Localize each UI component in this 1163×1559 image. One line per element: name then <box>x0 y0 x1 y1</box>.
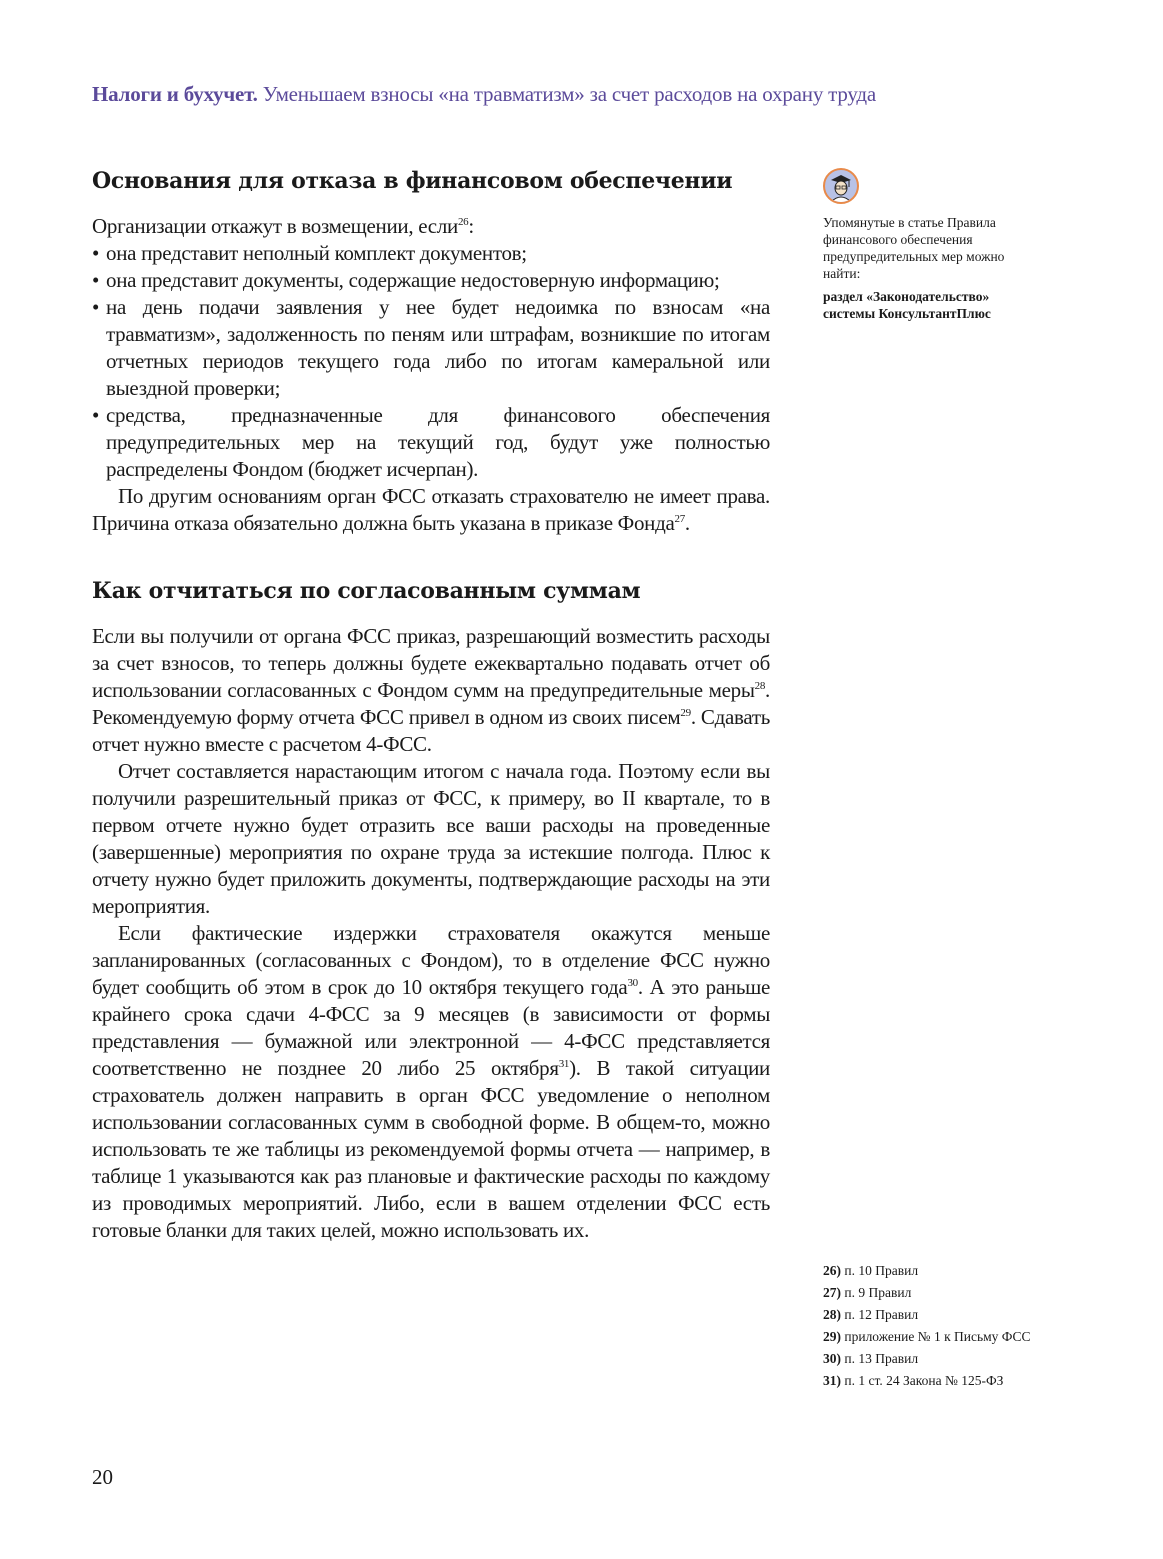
main-column <box>92 168 770 1244</box>
section-heading-refusal: Основания для отказа в финансовом обеспечении <box>92 168 733 194</box>
paragraph: Если фактические издержки страхователя окажутся меньше запланированных (согласованных с Фондом), то в отделение ФСС нужно будет сообщить об этом в срок до 10 октября текущего года$^{30}$. А это раньше крайнего срока сдачи 4-ФСС за 9 месяцев (в зависимости от формы представления — бумажной или электронной — 4-ФСС представляется соответственно не позднее 20 либо 25 октября$^{31}$). В такой ситуации страхователь должен направить в орган ФСС уведомление о неполном использовании согласованных сумм в свободной форме. В общем-то, можно использовать те же таблицы из рекомендуемой формы отчета — например, в таблице 1 указываются как раз плановые и фактические расходы по каждому из проводимых мероприятий. Либо, если в вашем отделении ФСС есть готовые бланки для таких целей, можно использовать их. <box>92 921 770 1242</box>
sidebar-note-source: раздел «Законодательство» системы КонсультантПлюс <box>823 289 991 321</box>
footnotes <box>823 1262 1043 1394</box>
closing-paragraph: По другим основаниям орган ФСС отказать страхователю не имеет права. Причина отказа обязательно должна быть указана в приказе Фонда$^{27}$. <box>92 484 770 535</box>
footnote-item: 27) п. 9 Правил <box>823 1285 912 1300</box>
footnote-item: 29) приложение № 1 к Письму ФСС <box>823 1329 1031 1344</box>
footnote-ref[interactable]: 28 <box>754 680 766 692</box>
sidebar-note-text: Упомянутые в статье Правила финансового обеспечения предупредительных мер можно найти: <box>823 215 1005 281</box>
professor-avatar-icon <box>823 168 859 204</box>
footnote-item: 30) п. 13 Правил <box>823 1351 919 1366</box>
footnote-ref[interactable]: 30 <box>627 977 638 989</box>
header-section: Налоги и бухучет. <box>92 82 258 106</box>
running-header <box>92 82 876 107</box>
list-item: • средства, предназначенные для финансового обеспечения предупредительных мер на текущий год, будут уже полностью распределены Фондом (бюджет исчерпан). <box>92 402 770 483</box>
footnote-item: 26) п. 10 Правил <box>823 1263 919 1278</box>
paragraph: Отчет составляется нарастающим итогом с начала года. Поэтому если вы получили разрешительный приказ от ФСС, к примеру, во II квартале, то в первом отчете нужно будет отразить все ваши расходы на проведенные (завершенные) мероприятия по охране труда за истекшие полгода. Плюс к отчету нужно будет приложить документы, подтверждающие расходы на эти мероприятия. <box>92 759 770 918</box>
paragraph: Если вы получили от органа ФСС приказ, разрешающий возместить расходы за счет взносов, то теперь должны будете ежеквартально подавать отчет об использовании согласованных с Фондом сумм на предупредительные меры$^{28}$. Рекомендуемую форму отчета ФСС привел в одном из своих писем$^{29}$. Сдавать отчет нужно вместе с расчетом 4-ФСС. <box>92 624 770 756</box>
page-number: 20 <box>92 1465 113 1489</box>
footnote-ref[interactable]: 31 <box>558 1058 570 1070</box>
refusal-reasons-list <box>92 240 770 483</box>
footnote-ref[interactable]: 27 <box>674 513 685 525</box>
sidebar-note <box>823 214 1043 322</box>
footnote-ref[interactable]: 26 <box>457 216 469 228</box>
header-title: Уменьшаем взносы «на травматизм» за счет расходов на охрану труда <box>262 82 877 106</box>
list-item: • на день подачи заявления у нее будет недоимка по взносам «на травматизм», задолженность по пеням или штрафам, возникшие по итогам отчетных периодов текущего года либо по итогам камеральной или выездной проверки; <box>92 294 770 402</box>
footnote-item: 31) п. 1 ст. 24 Закона № 125-ФЗ <box>823 1373 1004 1388</box>
intro-paragraph: Организации откажут в возмещении, если$^{26}$: <box>92 214 474 238</box>
footnote-item: 28) п. 12 Правил <box>823 1307 919 1322</box>
footnote-ref[interactable]: 29 <box>680 707 691 719</box>
list-item: • она представит неполный комплект документов; <box>92 240 770 267</box>
list-item: • она представит документы, содержащие недостоверную информацию; <box>92 267 770 294</box>
section-heading-reporting: Как отчитаться по согласованным суммам <box>92 578 641 604</box>
